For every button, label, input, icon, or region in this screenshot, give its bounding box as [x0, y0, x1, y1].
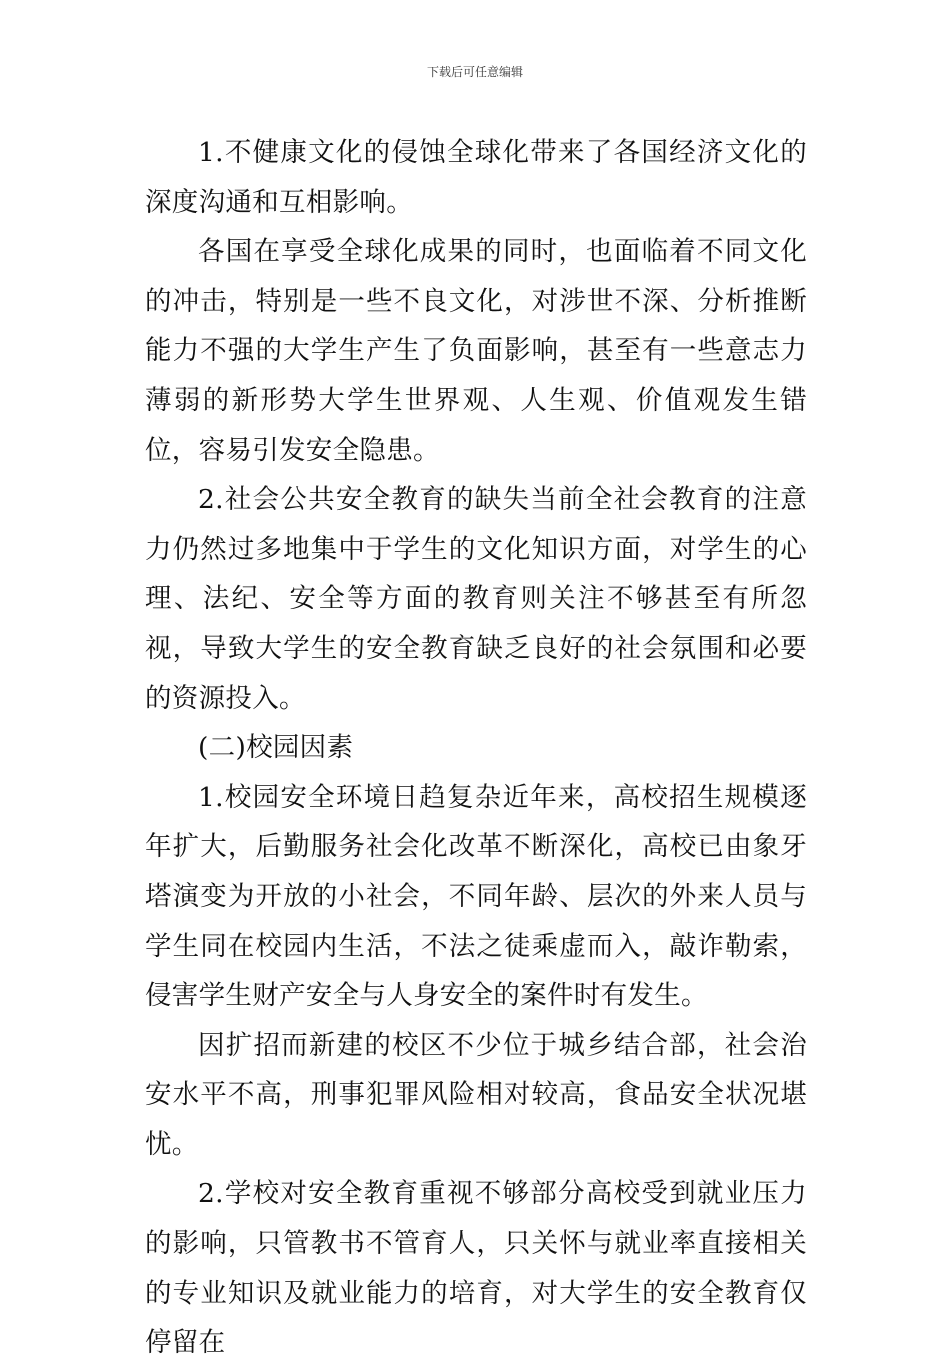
paragraph-unhealthy-culture: 1.不健康文化的侵蚀全球化带来了各国经济文化的深度沟通和互相影响。	[145, 137, 807, 218]
paragraph-new-campus: 因扩招而新建的校区不少位于城乡结合部，社会治安水平不高，刑事犯罪风险相对较高，食品安全状况堪忧。	[145, 1029, 807, 1160]
paragraph-school-neglect: 2.学校对安全教育重视不够部分高校受到就业压力的影响，只管教书不管育人，只关怀与就业率直接相关的专业知识及就业能力的培育，对大学生的安全教育仅停留在	[145, 1178, 807, 1359]
paragraph-globalization-impact: 各国在享受全球化成果的同时，也面临着不同文化的冲击，特别是一些不良文化，对涉世不深、分析推断能力不强的大学生产生了负面影响，甚至有一些意志力薄弱的新形势大学生世界观、人生观、价值观发生错位，容易引发安全隐患。	[145, 236, 807, 466]
document-body	[145, 128, 807, 1368]
section-heading-campus-factors: (二)校园因素	[198, 732, 354, 764]
paragraph-campus-environment: 1.校园安全环境日趋复杂近年来，高校招生规模逐年扩大，后勤服务社会化改革不断深化，高校已由象牙塔演变为开放的小社会，不同年龄、层次的外来人员与学生同在校园内生活，不法之徒乘虚而入，敲诈勒索，侵害学生财产安全与人身安全的案件时有发生。	[145, 781, 807, 1012]
page-header-note: 下载后可任意编辑	[426, 65, 523, 79]
paragraph-public-safety-education: 2.社会公共安全教育的缺失当前全社会教育的注意力仍然过多地集中于学生的文化知识方面，对学生的心理、法纪、安全等方面的教育则关注不够甚至有所忽视，导致大学生的安全教育缺乏良好的社会氛围和必要的资源投入。	[145, 484, 807, 714]
